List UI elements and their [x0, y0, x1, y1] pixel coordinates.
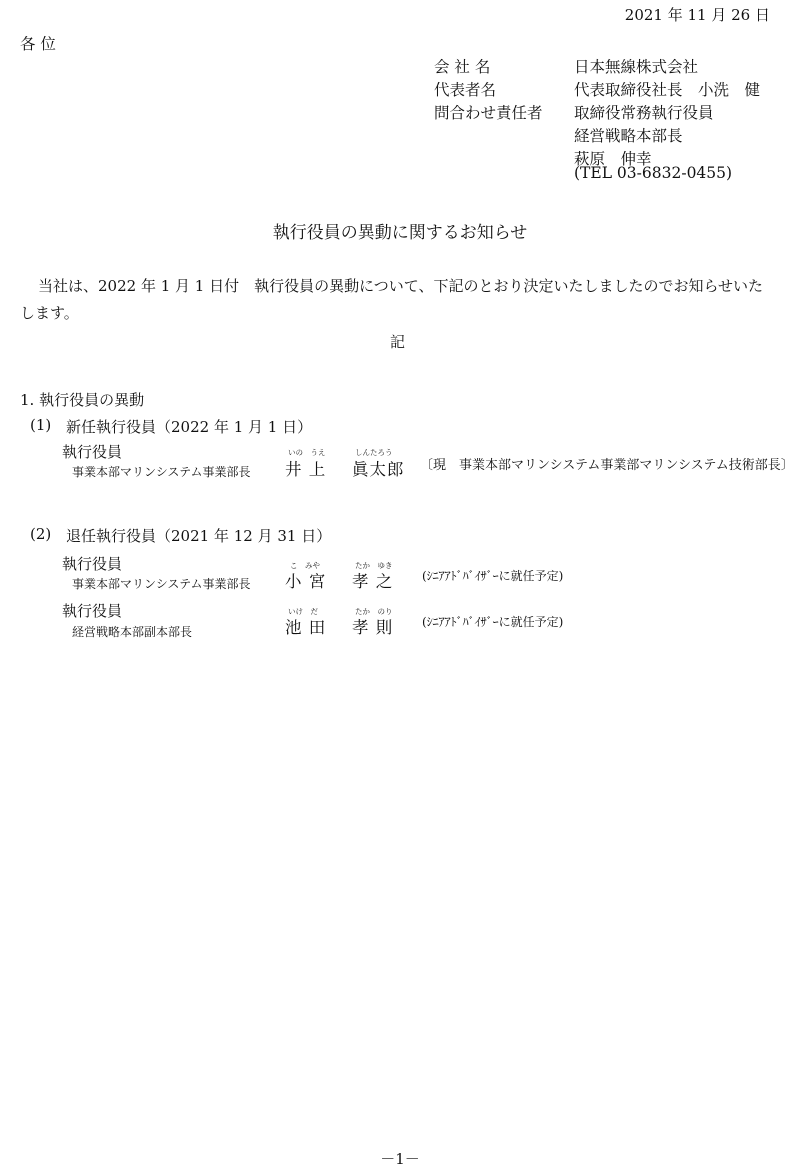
company-label: 会 社 名 [434, 58, 491, 76]
entry-2-given-name: 孝 之 [352, 572, 394, 591]
representative-name: 代表取締役社長 小洗 健 [574, 81, 761, 99]
section-heading: 1. 執行役員の異動 [20, 391, 145, 409]
document-title: 執行役員の異動に関するお知らせ [272, 223, 528, 243]
subsection-1-number: (1) [30, 416, 52, 434]
entry-3-role: 執行役員 [62, 602, 123, 620]
contact-label: 問合わせ責任者 [434, 104, 543, 122]
document-date: 2021 年 11 月 26 日 [624, 6, 770, 24]
company-name: 日本無線株式会社 [574, 58, 699, 76]
entry-1-given-ruby: しんたろう [355, 448, 393, 457]
entry-3-surname: 池 田 [285, 618, 327, 637]
contact-name: 萩原 伸幸 [574, 150, 652, 168]
entry-1-surname: 井 上 [285, 460, 327, 479]
subsection-2-number: (2) [30, 525, 52, 543]
entry-1-given-name: 眞太郎 [352, 460, 405, 479]
entry-3-surname-ruby: いけ だ [288, 607, 318, 616]
entry-2-surname-ruby: こ みや [290, 561, 320, 570]
entry-1-department: 事業本部マリンシステム事業部長 [72, 465, 251, 479]
contact-title: 取締役常務執行役員 [574, 104, 714, 122]
entry-2-department: 事業本部マリンシステム事業部長 [72, 577, 251, 591]
contact-phone: (TEL 03-6832-0455) [574, 164, 733, 182]
page-number: －1－ [380, 1150, 420, 1168]
representative-label: 代表者名 [434, 81, 497, 99]
entry-2-surname: 小 宮 [285, 572, 327, 591]
entry-3-note: (ｼﾆｱｱﾄﾞﾊﾞｲｻﾞｰに就任予定) [422, 615, 564, 629]
entry-3-given-ruby: たか のり [355, 607, 393, 616]
entry-3-given-name: 孝 則 [352, 618, 394, 637]
intro-line-2: します。 [20, 304, 79, 322]
entry-1-role: 執行役員 [62, 443, 123, 461]
intro-line-1: 当社は、2022 年 1 月 1 日付 執行役員の異動について、下記のとおり決定いたしましたのでお知らせいた [38, 277, 764, 295]
ki-mark: 記 [390, 333, 406, 351]
entry-2-given-ruby: たか ゆき [355, 561, 393, 570]
entry-3-department: 経営戦略本部副本部長 [72, 625, 193, 639]
entry-1-surname-ruby: いの うえ [288, 448, 326, 457]
entry-2-role: 執行役員 [62, 555, 123, 573]
entry-1-note: 〔現 事業本部マリンシステム事業部マリンシステム技術部長〕 [420, 458, 794, 473]
entry-2-note: (ｼﾆｱｱﾄﾞﾊﾞｲｻﾞｰに就任予定) [422, 569, 564, 583]
subsection-1-label: 新任執行役員（2022 年 1 月 1 日） [66, 418, 313, 436]
addressee: 各 位 [20, 35, 56, 53]
subsection-2-label: 退任執行役員（2021 年 12 月 31 日） [66, 527, 332, 545]
contact-department: 経営戦略本部長 [574, 127, 683, 145]
